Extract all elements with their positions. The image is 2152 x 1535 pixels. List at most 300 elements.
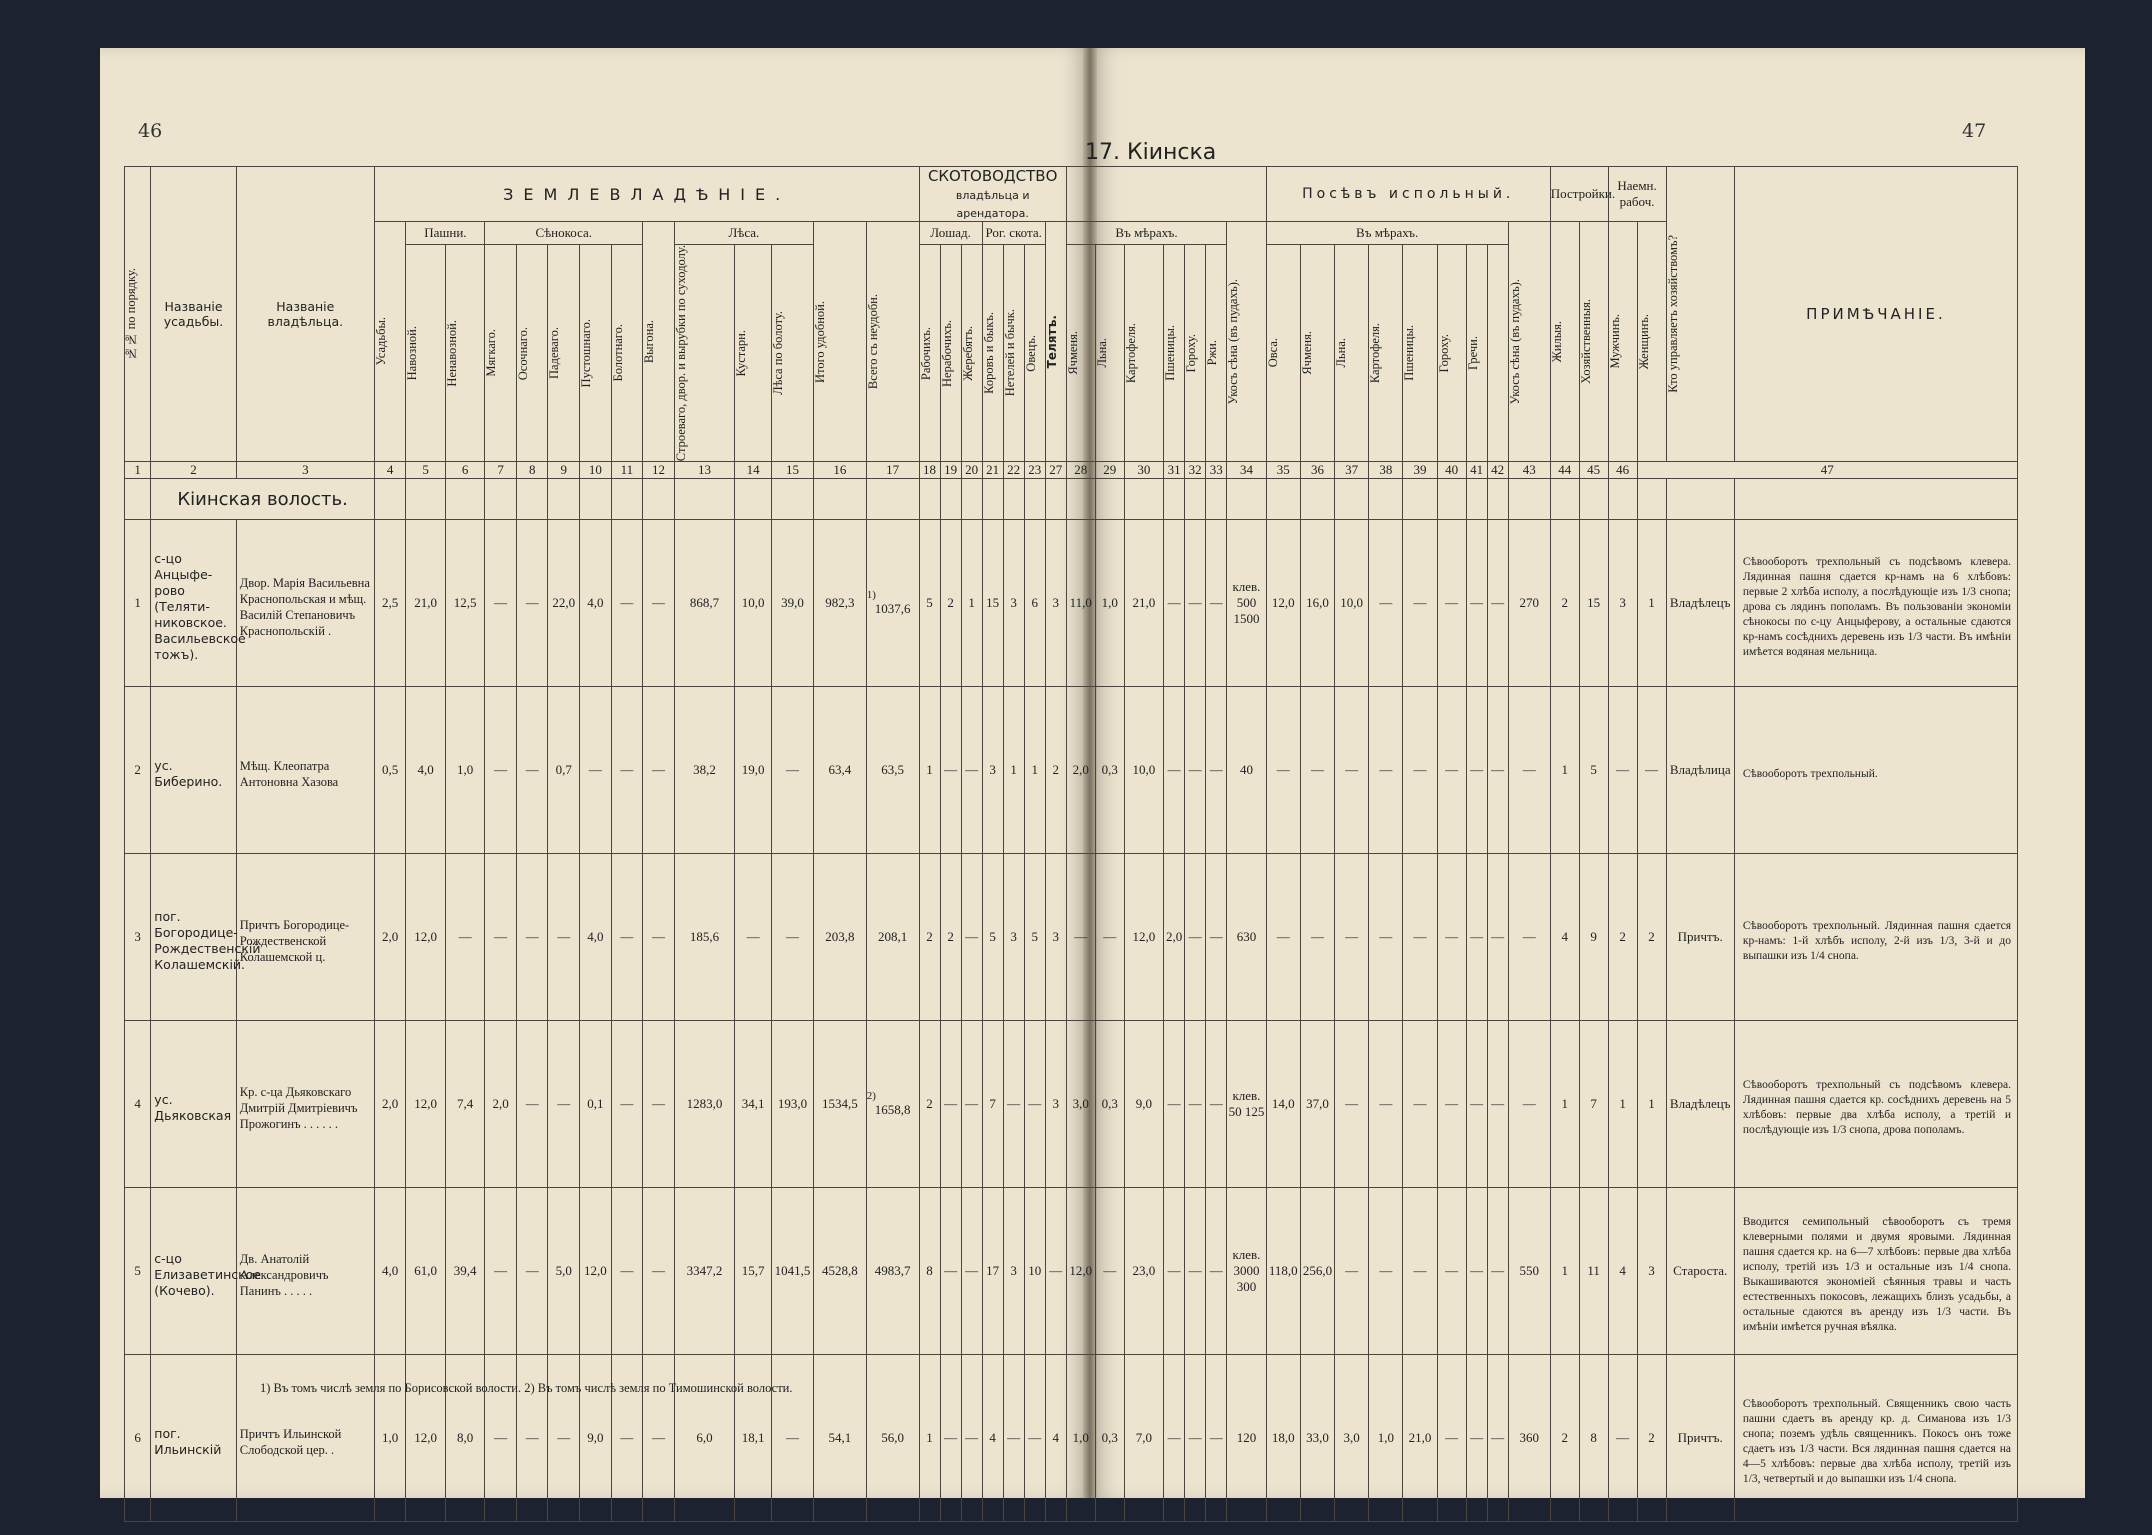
cell-number: 1037,6 [874,601,911,617]
cell-value: 40 [1227,687,1266,854]
cell-value: 2,0 [485,1021,517,1188]
cell-value: 1,0 [1369,1355,1403,1522]
col-header-label: Пустошнаго. [579,318,594,388]
cell-value: 2,0 [374,854,406,1021]
cell-value: — [1487,854,1508,1021]
cell-value: — [1066,854,1095,1021]
estate-name: пог. Ильинскiй [151,1355,236,1522]
subgroup-forests: Лѣса. [674,222,813,245]
cell-value: — [1335,1021,1369,1188]
cell-value: 1 [1550,1188,1579,1355]
group-livestock [919,167,1066,222]
cell-value: — [643,1021,675,1188]
cell-value: — [1508,687,1550,854]
cell-value: 185,6 [674,854,734,1021]
cell-value: 34,1 [735,1021,772,1188]
col-header-7 [485,245,517,462]
cell-value: 5 [1579,687,1608,854]
column-number: 37 [1335,462,1369,479]
column-number: 27 [1045,462,1066,479]
cell-value: 5,0 [548,1188,580,1355]
col-header-15 [772,245,814,462]
cell-value: — [1487,1355,1508,1522]
column-number: 10 [580,462,612,479]
cell-value: 9,0 [580,1355,612,1522]
cell-value: — [1164,687,1185,854]
cell-value: — [1206,1021,1227,1188]
table-row [125,854,2018,1021]
cell-value: 56,0 [866,1355,919,1522]
col-header-35 [1335,245,1369,462]
col-header-36 [1369,245,1403,462]
cell-value: 54,1 [814,1355,867,1522]
cell-value: 1 [1637,1021,1666,1188]
cell-value: 8,0 [445,1355,484,1522]
cell-value: — [1206,687,1227,854]
cell-value: — [1437,854,1466,1021]
cell-value: — [1095,854,1124,1021]
col-header-men: Мужчинъ. [1608,222,1637,462]
cell-value: 3 [1608,520,1637,687]
cell-value: — [1369,854,1403,1021]
column-number: 3 [236,462,374,479]
cell-value: 0,5 [374,687,406,854]
col-header-20 [961,245,982,462]
cell-value: — [1403,687,1437,854]
cell-value: Владѣлецъ [1666,1021,1734,1188]
cell-value: — [643,854,675,1021]
cell-value: — [1466,854,1487,1021]
row-note: Сѣвооборотъ трехпольный. Лядинная пашня сдается кр-намъ: 1-й хлѣбъ исполу, 2-й изъ 1/3, 3-й и до выпашки изъ 1/4 снопа. [1734,854,2017,1021]
cell-value: 2 [919,1021,940,1188]
cell-value: 3,0 [1066,1021,1095,1188]
cell-value: — [772,687,814,854]
col-header-label: Лѣса по болоту. [771,311,786,396]
cell-value: — [643,1188,675,1355]
cell-value: 22,0 [548,520,580,687]
col-header-label: Пшеницы. [1402,325,1417,381]
cell-value: 4,0 [406,687,445,854]
cell-value: — [1185,1355,1206,1522]
cell-value: 2 [1550,520,1579,687]
group-livestock-label: СКОТОВОДСТВО [927,167,1058,185]
column-number: 43 [1508,462,1550,479]
cell-value: — [1206,854,1227,1021]
cell-value: Владѣлецъ [1666,520,1734,687]
col-header-26 [1095,245,1124,462]
cell-value [866,520,919,687]
column-number: 29 [1095,462,1124,479]
subgroup-measures-1: Въ мѣрахъ. [1066,222,1226,245]
cell-value: 1 [919,687,940,854]
col-header-vygon: Выгона. [643,222,675,462]
col-header-label: Картофеля. [1123,323,1138,384]
col-header-label: Навозной. [405,325,420,381]
cell-value [866,1021,919,1188]
cell-value: 12,0 [406,1021,445,1188]
cell-value: 0,7 [548,687,580,854]
cell-value: — [643,520,675,687]
cell-value: — [1466,520,1487,687]
cell-value: 12,0 [406,1355,445,1522]
col-header-9 [548,245,580,462]
cell-value: 12,0 [580,1188,612,1355]
column-number: 33 [1206,462,1227,479]
cell-value: клев. 3000 300 [1227,1188,1266,1355]
column-number: 20 [961,462,982,479]
footnote-marker: 2) [866,1090,876,1103]
cell-value: — [1403,520,1437,687]
table-row [125,1021,2018,1188]
cell-value: 8 [1579,1355,1608,1522]
column-number: 1 [125,462,151,479]
cell-value: Причтъ. [1666,1355,1734,1522]
cell-value: 11 [1579,1188,1608,1355]
column-number: 23 [1024,462,1045,479]
cell-value: — [548,1355,580,1522]
cell-value: 3 [1045,854,1066,1021]
cell-value: 12,0 [1124,854,1163,1021]
subgroup-hayfields: Сѣнокоса. [485,222,643,245]
col-header-13 [674,245,734,462]
col-header-39 [1466,245,1487,462]
cell-value: 208,1 [866,854,919,1021]
column-number: 17 [866,462,919,479]
cell-value: — [1335,1188,1369,1355]
cell-value: 3 [982,687,1003,854]
table-row [125,1355,2018,1522]
col-header-women: Женщинъ. [1637,222,1666,462]
row-number: 4 [125,1021,151,1188]
col-header-label: Ржи. [1205,340,1220,366]
column-number: 38 [1369,462,1403,479]
cell-value: 1,0 [1066,1355,1095,1522]
col-header-hay-2: Укосъ сѣна (въ пудахъ). [1508,222,1550,462]
cell-value: — [485,1355,517,1522]
column-number: 8 [516,462,548,479]
cell-value: 16,0 [1300,520,1334,687]
cell-value: — [1487,687,1508,854]
cell-value: 203,8 [814,854,867,1021]
column-number: 45 [1579,462,1608,479]
col-header-usadby: Усадьбы. [374,222,406,462]
col-header-label: Кустарн. [734,329,749,377]
col-header-label: Овса. [1265,338,1280,368]
row-note: Сѣвооборотъ трехпольный. [1734,687,2017,854]
cell-value: 7 [1579,1021,1608,1188]
cell-value: — [516,1188,548,1355]
col-header-19 [940,245,961,462]
cell-value: — [1608,687,1637,854]
cell-value: 63,4 [814,687,867,854]
cell-value: 61,0 [406,1188,445,1355]
col-header-label: Рабочихъ. [918,326,933,380]
cell-value: — [1185,854,1206,1021]
col-header-label: Строеваго, двор. и вырубки по суходолу. [673,245,688,462]
col-header-label: Осочнаго. [515,326,530,380]
col-header-38 [1437,245,1466,462]
cell-value: — [1369,687,1403,854]
cell-value: 37,0 [1300,1021,1334,1188]
cell-value: — [1164,1021,1185,1188]
column-number: 41 [1466,462,1487,479]
cell-value: 12,0 [1066,1188,1095,1355]
cell-value: 10,0 [1124,687,1163,854]
col-header-33 [1266,245,1300,462]
cell-value: — [445,854,484,1021]
cell-value: — [1095,1188,1124,1355]
cell-value: 4528,8 [814,1188,867,1355]
col-header-21 [982,245,1003,462]
cell-value: — [1164,1188,1185,1355]
cell-value: 17 [982,1188,1003,1355]
cell-value: — [1466,687,1487,854]
column-number: 19 [940,462,961,479]
column-number: 30 [1124,462,1163,479]
cell-value: 2,0 [1164,854,1185,1021]
table-row [125,687,2018,854]
cell-value: 1 [1637,520,1666,687]
cell-value: 1534,5 [814,1021,867,1188]
cell-value: — [1403,854,1437,1021]
cell-value: 2,0 [1066,687,1095,854]
estate-name: ус. Биберино. [151,687,236,854]
cell-value: 18,1 [735,1355,772,1522]
cell-value: — [516,520,548,687]
cell-value: 0,1 [580,1021,612,1188]
cell-value: 1 [1550,1021,1579,1188]
owner-name: Мѣщ. Клеопатра Антоновна Хазова [236,687,374,854]
cell-value: 4,0 [374,1188,406,1355]
cell-value: — [1369,520,1403,687]
cell-number: 1658,8 [874,1102,911,1118]
col-header-manager: Кто управляетъ хозяйствомъ? [1666,167,1734,462]
column-number: 44 [1550,462,1579,479]
cell-value: 39,0 [772,520,814,687]
column-number: 40 [1437,462,1466,479]
cell-value: — [961,854,982,1021]
cell-value: 6,0 [674,1355,734,1522]
cell-value: 982,3 [814,520,867,687]
cell-value: 10 [1024,1188,1045,1355]
estate-name: с-цо Елизаветинское (Кочево). [151,1188,236,1355]
cell-value: — [961,687,982,854]
col-header-28 [1164,245,1185,462]
cell-value: клев. 500 1500 [1227,520,1266,687]
cell-value: — [1003,1355,1024,1522]
cell-value: 38,2 [674,687,734,854]
col-header-vsego: Всего съ неудобн. [866,222,919,462]
cell-value: 1283,0 [674,1021,734,1188]
cell-value: — [1369,1021,1403,1188]
col-header-khoz: Хозяйственныя. [1579,222,1608,462]
cell-value: — [548,854,580,1021]
cell-value: 12,0 [406,854,445,1021]
cell-value: — [940,1021,961,1188]
column-number: 12 [643,462,675,479]
col-header-label: Льна. [1334,338,1349,368]
column-number: 21 [982,462,1003,479]
owner-name: Причтъ Богородице-Рождественской Колашемской ц. [236,854,374,1021]
col-header-37 [1403,245,1437,462]
cell-value: — [485,520,517,687]
cell-value: — [516,854,548,1021]
cell-value: — [516,1355,548,1522]
group-buildings: Постройки. [1550,167,1608,222]
cell-value: 2 [1637,1355,1666,1522]
col-header-label: Болотнаго. [610,324,625,382]
column-number: 18 [919,462,940,479]
cell-value: — [1185,1021,1206,1188]
column-number: 14 [735,462,772,479]
group-hired: Наемн. рабоч. [1608,167,1666,222]
cell-value: 10,0 [1335,520,1369,687]
col-header-25 [1066,245,1095,462]
cell-value: — [961,1188,982,1355]
col-header-owner: Названiе владѣльца. [236,167,374,462]
cell-value: — [1003,1021,1024,1188]
cell-value: Причтъ. [1666,854,1734,1021]
col-header-10 [580,245,612,462]
cell-value: 2 [1637,854,1666,1021]
cell-value: 2 [1608,854,1637,1021]
col-header-estate: Названiе усадьбы. [151,167,236,462]
right-page-number: 47 [1962,120,1987,142]
cell-value: — [1466,1188,1487,1355]
cell-value: — [516,1021,548,1188]
cell-value: 5 [919,520,940,687]
row-number: 3 [125,854,151,1021]
col-header-label: Коровъ и быкъ. [981,312,996,395]
column-number: 35 [1266,462,1300,479]
cell-value: 1,0 [445,687,484,854]
cell-value: 5 [1024,854,1045,1021]
cell-value: — [1266,687,1300,854]
col-header-label: Ячменя. [1065,331,1080,375]
col-header-label: Гороху. [1184,333,1199,373]
cell-value: — [1266,854,1300,1021]
cell-value: 3,0 [1335,1355,1369,1522]
cell-value: — [1487,1021,1508,1188]
column-number: 2 [151,462,236,479]
col-header-label: Мягкаго. [484,329,499,377]
estate-name: ус. Дьяковская [151,1021,236,1188]
col-header-label: Картофеля. [1368,323,1383,384]
cell-value: — [940,1188,961,1355]
cell-value: — [1508,854,1550,1021]
owner-name: Двор. Марiя Васильевна Краснопольская и мѣщ. Василiй Степановичъ Краснопольскiй . [236,520,374,687]
cell-value: — [611,854,643,1021]
cell-value: — [611,1355,643,1522]
col-header-11 [611,245,643,462]
footnote-marker: 1) [866,589,876,602]
column-number: 28 [1066,462,1095,479]
volost-heading: Кiинская волость. [151,479,375,520]
cell-value: — [1608,1355,1637,1522]
cell-value: — [735,854,772,1021]
cell-value: 19,0 [735,687,772,854]
cell-value: — [1300,687,1334,854]
cell-value: 3 [1045,1021,1066,1188]
col-header-label: Льна. [1094,338,1109,368]
cell-value: — [1487,520,1508,687]
cell-value: — [611,1188,643,1355]
cell-value: 630 [1227,854,1266,1021]
cell-value: 12,5 [445,520,484,687]
volost-row [125,479,2018,520]
cell-value: 256,0 [1300,1188,1334,1355]
row-note: Вводится семипольный сѣвооборотъ съ тремя клеверными полями и двумя яровыми. Лядинная пашня сдается кр. на 6—7 хлѣбовъ: первые два хлѣба исполу, третiй изъ 1/3 и остальные изъ 1/4 снопа. Выкашиваются экономiей сѣянныя травы и часть естественныхъ покосовъ, лежащихъ близъ усадьбы, а остальные сдаются въ аренду изъ 1/3 части. Въ имѣнiи имѣется ручная вѣялка. [1734,1188,2017,1355]
cell-value: 270 [1508,520,1550,687]
col-header-label: Жеребятъ. [960,325,975,381]
owner-name: Причтъ Ильинской Слободской цер. . [236,1355,374,1522]
cell-value: 4983,7 [866,1188,919,1355]
cell-value: — [1206,1355,1227,1522]
row-note: Сѣвооборотъ трехпольный съ подсѣвомъ клевера. Лядинная пашня сдается кр. сосѣднихъ деревень на 5 хлѣбовъ: первые два хлѣба исполу, а третiй и послѣдующiе изъ 1/3 снопа, дрова пополамъ. [1734,1021,2017,1188]
cell-value: 33,0 [1300,1355,1334,1522]
col-header-itogo: Итого удобной. [814,222,867,462]
column-number: 32 [1185,462,1206,479]
cell-value: 5 [982,854,1003,1021]
col-header-5 [406,245,445,462]
subgroup-arable: Пашни. [406,222,485,245]
cell-value: 21,0 [406,520,445,687]
row-number: 1 [125,520,151,687]
col-header-24 [1024,245,1045,462]
cell-value: 3 [1003,1188,1024,1355]
cell-value: 9 [1579,854,1608,1021]
cell-value: 2,0 [374,1021,406,1188]
group-crops: Посѣвъ испольный. [1266,167,1550,222]
cell-value: 6 [1024,520,1045,687]
cell-value: — [485,854,517,1021]
col-header-32 [1206,245,1227,462]
col-header-34 [1300,245,1334,462]
row-note: Сѣвооборотъ трехпольный съ подсѣвомъ клевера. Лядинная пашня сдается кр-намъ на 6 хлѣбовъ: первые 2 хлѣба исполу, а послѣдующiе изъ 1/3 снопа; дрова съ лядинъ пополамъ. Въ пользованiи экономiи сѣнокосы по с-цу Анцыферову, а остальные сдаются кр-намъ сосѣднихъ деревень изъ 1/3 части. Въ имѣнiи имѣется водяная мельница. [1734,520,2017,687]
cell-value: 21,0 [1124,520,1163,687]
cell-value: — [1637,687,1666,854]
col-header-ovets: Телятъ. [1045,222,1066,462]
cell-value: 7,4 [445,1021,484,1188]
cell-value: — [1206,1188,1227,1355]
cell-value: 1 [919,1355,940,1522]
cell-value: 11,0 [1066,520,1095,687]
cell-value: — [1437,687,1466,854]
cell-value: — [1024,1021,1045,1188]
cell-value: 15,7 [735,1188,772,1355]
cell-value: 1,0 [374,1355,406,1522]
cell-value: 4,0 [580,520,612,687]
cell-value: 1 [1550,687,1579,854]
cell-value: 1 [1608,1021,1637,1188]
column-number: 7 [485,462,517,479]
column-number: 11 [611,462,643,479]
cell-value: 21,0 [1403,1355,1437,1522]
col-header-label: Овецъ. [1023,334,1038,372]
column-number: 9 [548,462,580,479]
col-header-label: Ненавозной. [444,319,459,387]
cell-value: — [1466,1021,1487,1188]
estate-name: с-цо Анцыфе-рово (Теляти-никовское. Васильевское тожъ). [151,520,236,687]
cell-value: 118,0 [1266,1188,1300,1355]
cell-value: — [548,1021,580,1188]
col-header-label: Ячменя. [1299,331,1314,375]
cell-value: — [772,854,814,1021]
cell-value: 14,0 [1266,1021,1300,1188]
statistics-table [124,166,2018,1522]
cell-value: — [611,1021,643,1188]
owner-name: Кр. с-ца Дьяковскаго Дмитрiй Дмитрiевичъ Прожогинъ . . . . . . [236,1021,374,1188]
